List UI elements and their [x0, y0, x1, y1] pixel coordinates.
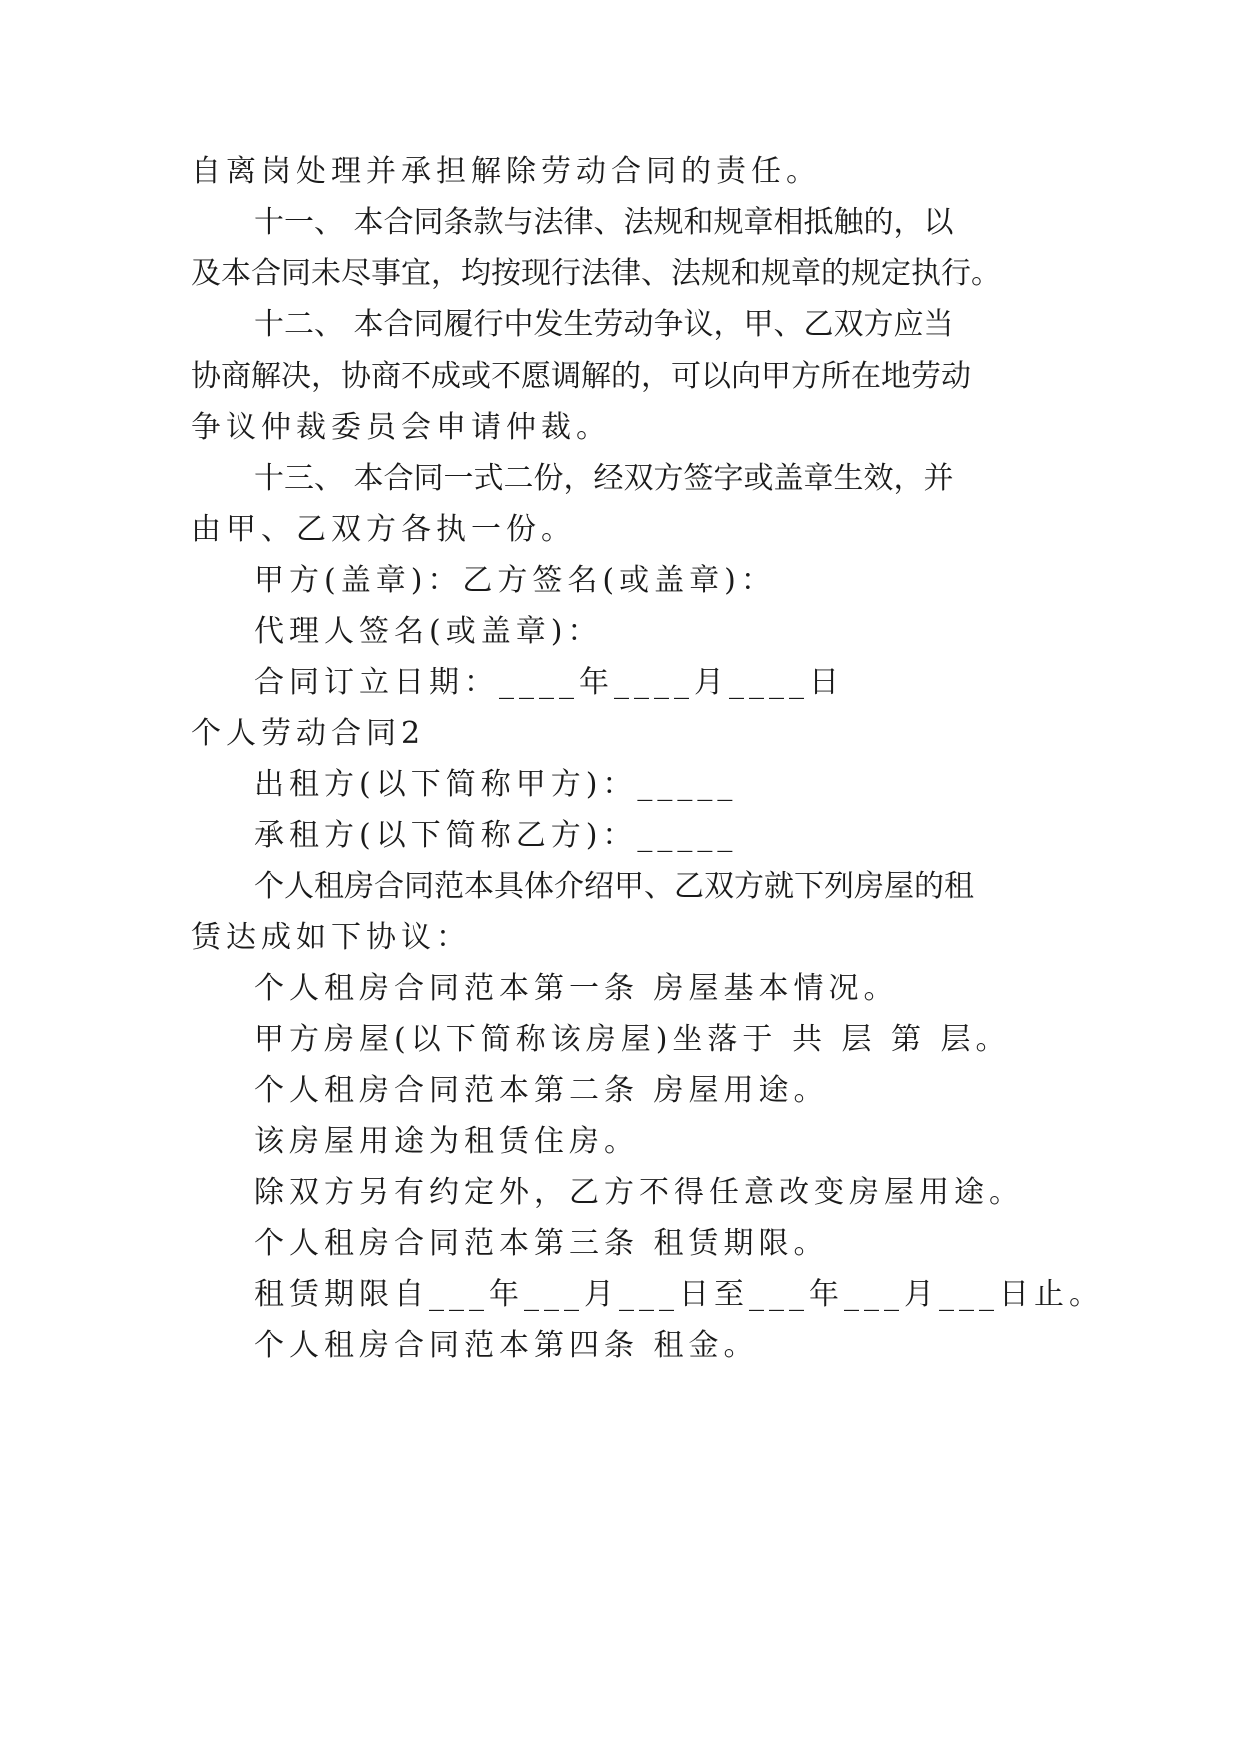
paragraph-line: 赁达成如下协议：	[191, 920, 471, 955]
article-2-heading: 个人租房合同范本第二条 房屋用途。	[254, 1073, 829, 1108]
lessee-line: 承租方(以下简称乙方)：_____	[254, 818, 738, 853]
paragraph-line: 协商解决，协商不成或不愿调解的，可以向甲方所在地劳动	[191, 359, 971, 394]
paragraph-line: 由甲、乙双方各执一份。	[191, 512, 576, 547]
article-3-heading: 个人租房合同范本第三条 租赁期限。	[254, 1226, 829, 1261]
article-1-heading: 个人租房合同范本第一条 房屋基本情况。	[254, 971, 899, 1006]
clause-11-line: 十一、 本合同条款与法律、法规和规章相抵触的，以	[254, 205, 954, 240]
clause-12-line: 十二、 本合同履行中发生劳动争议，甲、乙双方应当	[254, 307, 954, 342]
signature-party-line: 甲方(盖章)：乙方签名(或盖章)：	[254, 563, 776, 598]
article-4-heading: 个人租房合同范本第四条 租金。	[254, 1328, 759, 1363]
lessor-line: 出租方(以下简称甲方)：_____	[254, 767, 738, 802]
paragraph-line: 除双方另有约定外，乙方不得任意改变房屋用途。	[254, 1175, 1024, 1210]
paragraph-line: 个人租房合同范本具体介绍甲、乙双方就下列房屋的租	[254, 869, 974, 904]
paragraph-line: 该房屋用途为租赁住房。	[254, 1124, 639, 1159]
paragraph-line: 及本合同未尽事宜，均按现行法律、法规和规章的规定执行。	[191, 256, 1001, 291]
section-title: 个人劳动合同2	[191, 716, 426, 751]
clause-13-line: 十三、 本合同一式二份，经双方签字或盖章生效，并	[254, 461, 954, 496]
agent-signature-line: 代理人签名(或盖章)：	[254, 614, 603, 649]
contract-date-line: 合同订立日期：____年____月____日	[254, 665, 844, 700]
paragraph-line: 自离岗处理并承担解除劳动合同的责任。	[191, 154, 821, 189]
paragraph-line: 争议仲裁委员会申请仲裁。	[191, 410, 611, 445]
paragraph-line: 甲方房屋(以下简称该房屋)坐落于 共 层 第 层。	[254, 1022, 1011, 1057]
lease-term-line: 租赁期限自___年___月___日至___年___月___日止。	[254, 1277, 1104, 1312]
